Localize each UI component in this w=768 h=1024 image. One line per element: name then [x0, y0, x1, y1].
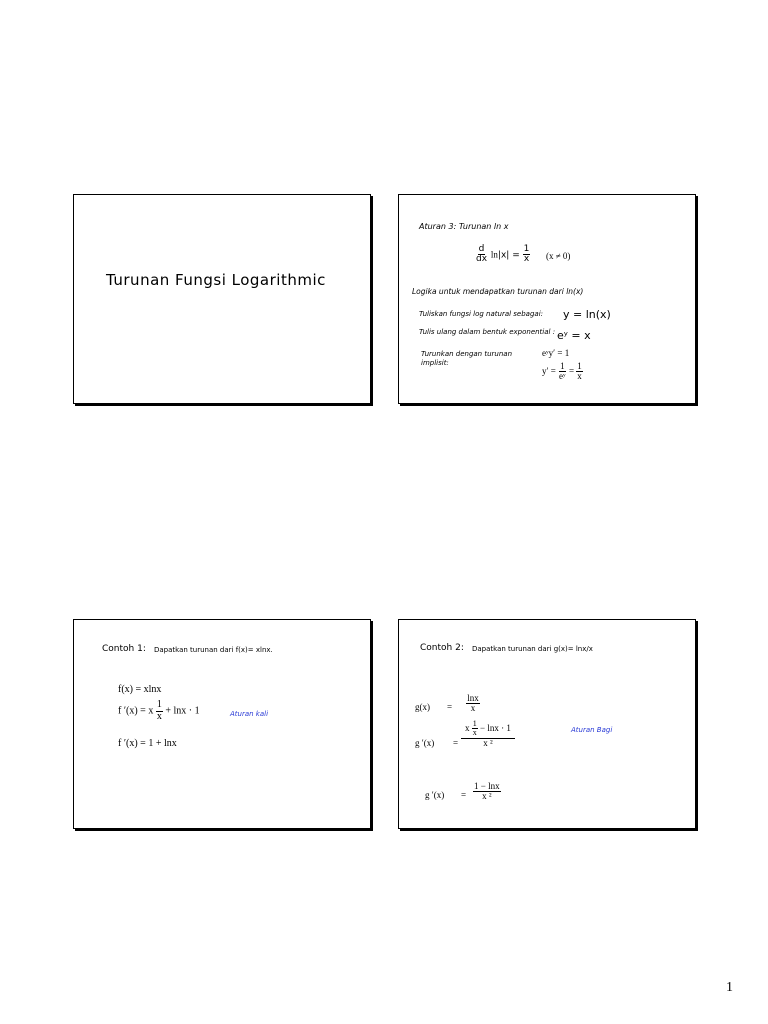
step3-lhs: y′ =	[542, 366, 556, 376]
gr-num: 1 − lnx	[474, 781, 500, 791]
logic-text: Logika untuk mendapatkan turunan dari ln(x)	[412, 287, 584, 296]
rule-d: d	[478, 244, 485, 254]
step2-equation: eʸ = x	[557, 329, 591, 342]
equation-2-den: x	[156, 710, 162, 722]
rule-note: Aturan Bagi	[571, 726, 613, 734]
gr-equals: =	[461, 790, 467, 800]
gp-fraction	[461, 720, 515, 748]
rule-ln: ln	[490, 249, 498, 260]
example-label: Contoh 1:	[102, 644, 146, 654]
example-label: Contoh 2:	[420, 643, 464, 653]
slide-contoh-2	[398, 619, 696, 829]
equation-2	[118, 700, 200, 722]
step1-equation: y = ln(x)	[563, 308, 611, 321]
gp-num-rest: − lnx · 1	[480, 722, 511, 733]
step3-den-2: x	[577, 371, 582, 382]
gp-lhs: g ′(x)	[415, 738, 435, 748]
gp-num-fn: 1	[472, 719, 477, 728]
g-den: x	[470, 703, 476, 714]
step3-label: Turunkan dengan turunan implisit:	[421, 350, 513, 368]
gp-den: x ²	[483, 737, 493, 748]
gp-equals: =	[453, 738, 459, 748]
slide-contoh-1	[73, 619, 371, 829]
g-fraction	[459, 694, 487, 714]
gr-fraction	[473, 782, 501, 802]
example-prompt: Dapatkan turunan dari g(x)= lnx/x	[472, 645, 593, 653]
page-number: 1	[726, 980, 733, 995]
gp-num-fd: x	[472, 728, 477, 738]
step2-label: Tulis ulang dalam bentuk exponential :	[419, 328, 556, 336]
rule-den: x	[523, 254, 530, 265]
rule-formula	[475, 245, 530, 265]
slide-aturan-3	[398, 194, 696, 404]
g-lhs: g(x)	[415, 702, 430, 712]
equation-1: f(x) = xlnx	[118, 684, 162, 695]
slide-title-text: Turunan Fungsi Logarithmic	[106, 271, 326, 289]
gp-num-x: x	[465, 722, 470, 733]
gr-den: x ²	[482, 791, 492, 802]
example-prompt: Dapatkan turunan dari f(x)= xlnx.	[154, 646, 273, 654]
g-equals: =	[447, 702, 453, 712]
g-num: lnx	[467, 693, 479, 703]
rule-heading: Aturan 3: Turunan ln x	[419, 222, 509, 231]
rule-condition: (x ≠ 0)	[546, 251, 571, 261]
step1-label: Tuliskan fungsi log natural sebagai:	[419, 310, 544, 318]
rule-equals: =	[512, 250, 520, 261]
step3-num-1: 1	[560, 361, 565, 371]
step3-den-1: eʸ	[559, 371, 566, 382]
step3-mid: =	[568, 366, 575, 376]
rule-absx: |x|	[497, 250, 510, 261]
equation-2-lhs: f ′(x) = x	[118, 705, 154, 717]
rule-dx: dx	[476, 254, 488, 265]
equation-2-rhs: + lnx · 1	[165, 705, 200, 717]
rule-note: Aturan kali	[230, 710, 269, 718]
rule-num: 1	[523, 244, 530, 254]
gr-lhs: g ′(x)	[425, 790, 445, 800]
slide-title	[73, 194, 371, 404]
step3-equation-1: eʸy′ = 1	[542, 348, 570, 358]
equation-3: f ′(x) = 1 + lnx	[118, 738, 177, 749]
equation-2-num: 1	[156, 699, 162, 710]
step3-equation-2	[542, 362, 583, 382]
step3-num-2: 1	[577, 361, 582, 371]
